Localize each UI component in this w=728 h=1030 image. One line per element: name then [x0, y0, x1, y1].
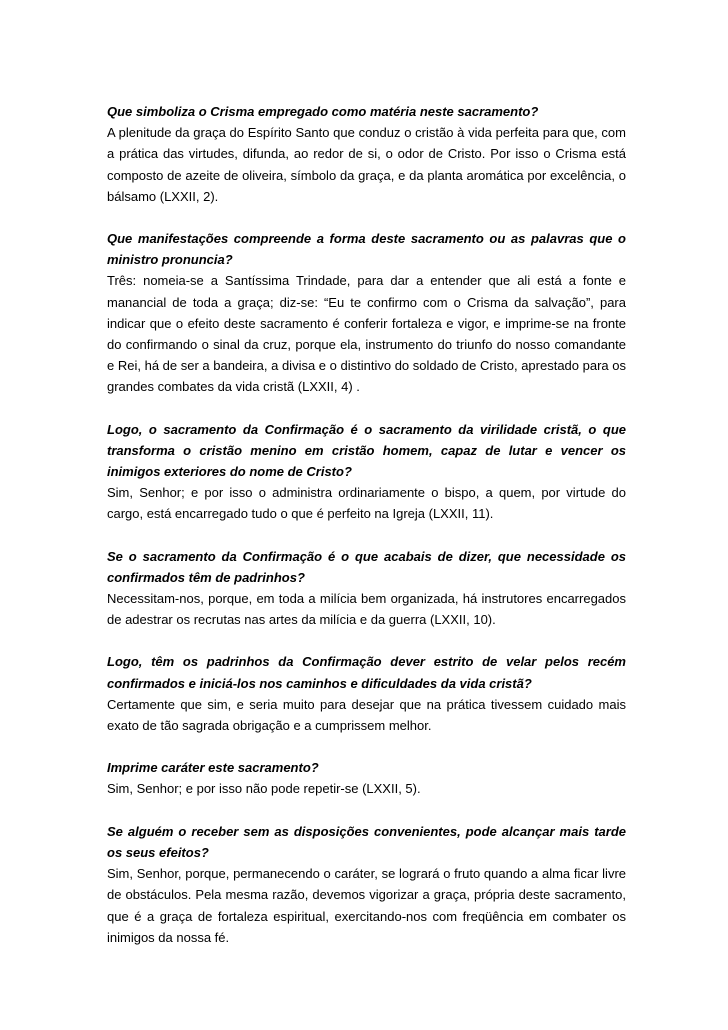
qa-block — [107, 419, 626, 525]
question: Se alguém o receber sem as disposições convenientes, pode alcançar mais tarde os seus efeitos? — [107, 823, 626, 860]
answer: Três: nomeia-se a Santíssima Trindade, para dar a entender que ali está a fonte e manancial de toda a graça; diz-se: “Eu te confirmo com o Crisma da salvação”, para indicar que o efeito deste sacramento é conferir fortaleza e vigor, e imprime-se na fronte do confirmando o sinal da cruz, porque ela, instrumento do triunfo do nosso comandante e Rei, há de ser a bandeira, a divisa e o distintivo do soldado de Cristo, aprestado para os grandes combates da vida cristã (LXXII, 4) . — [107, 273, 626, 395]
qa-block — [107, 651, 626, 736]
question: Imprime caráter este sacramento? — [107, 760, 319, 776]
question: Logo, o sacramento da Confirmação é o sacramento da virilidade cristã, o que transforma o cristão menino em cristão homem, capaz de lutar e vencer os inimigos exteriores do nome de Cristo? — [107, 421, 626, 480]
answer: Certamente que sim, e seria muito para desejar que na prática tivessem cuidado mais exato de tão sagrada obrigação e a cumprissem melhor. — [107, 696, 626, 734]
question: Logo, têm os padrinhos da Confirmação dever estrito de velar pelos recém confirmados e iniciá-los nos caminhos e dificuldades da vida cristã? — [107, 654, 626, 691]
answer: Sim, Senhor; e por isso não pode repetir-se (LXXII, 5). — [107, 781, 421, 797]
question: Que manifestações compreende a forma deste sacramento ou as palavras que o ministro pronuncia? — [107, 231, 626, 268]
qa-block — [107, 821, 626, 948]
qa-block — [107, 101, 626, 207]
answer: A plenitude da graça do Espírito Santo que conduz o cristão à vida perfeita para que, com a prática das virtudes, difunda, ao redor de si, o odor de Cristo. Por isso o Crisma está composto de azeite de oliveira, símbolo da graça, e da planta aromática por excelência, o bálsamo (LXXII, 2). — [107, 125, 626, 204]
answer: Sim, Senhor, porque, permanecendo o caráter, se logrará o fruto quando a alma ficar livre de obstáculos. Pela mesma razão, devemos vigorizar a graça, própria deste sacramento, que é a graça de fortaleza espiritual, exercitando-nos com freqüência em combater os inimigos da nossa fé. — [107, 866, 626, 945]
answer: Sim, Senhor; e por isso o administra ordinariamente o bispo, a quem, por virtude do cargo, está encarregado tudo o que é perfeito na Igreja (LXXII, 11). — [107, 485, 626, 522]
question: Que simboliza o Crisma empregado como matéria neste sacramento? — [107, 104, 539, 119]
document-page — [107, 101, 626, 969]
qa-block — [107, 228, 626, 398]
qa-block — [107, 546, 626, 631]
qa-block — [107, 757, 626, 799]
answer: Necessitam-nos, porque, em toda a milícia bem organizada, há instrutores encarregados de adestrar os recrutas nas artes da milícia e da guerra (LXXII, 10). — [107, 591, 626, 628]
question: Se o sacramento da Confirmação é o que acabais de dizer, que necessidade os confirmados têm de padrinhos? — [107, 548, 626, 585]
